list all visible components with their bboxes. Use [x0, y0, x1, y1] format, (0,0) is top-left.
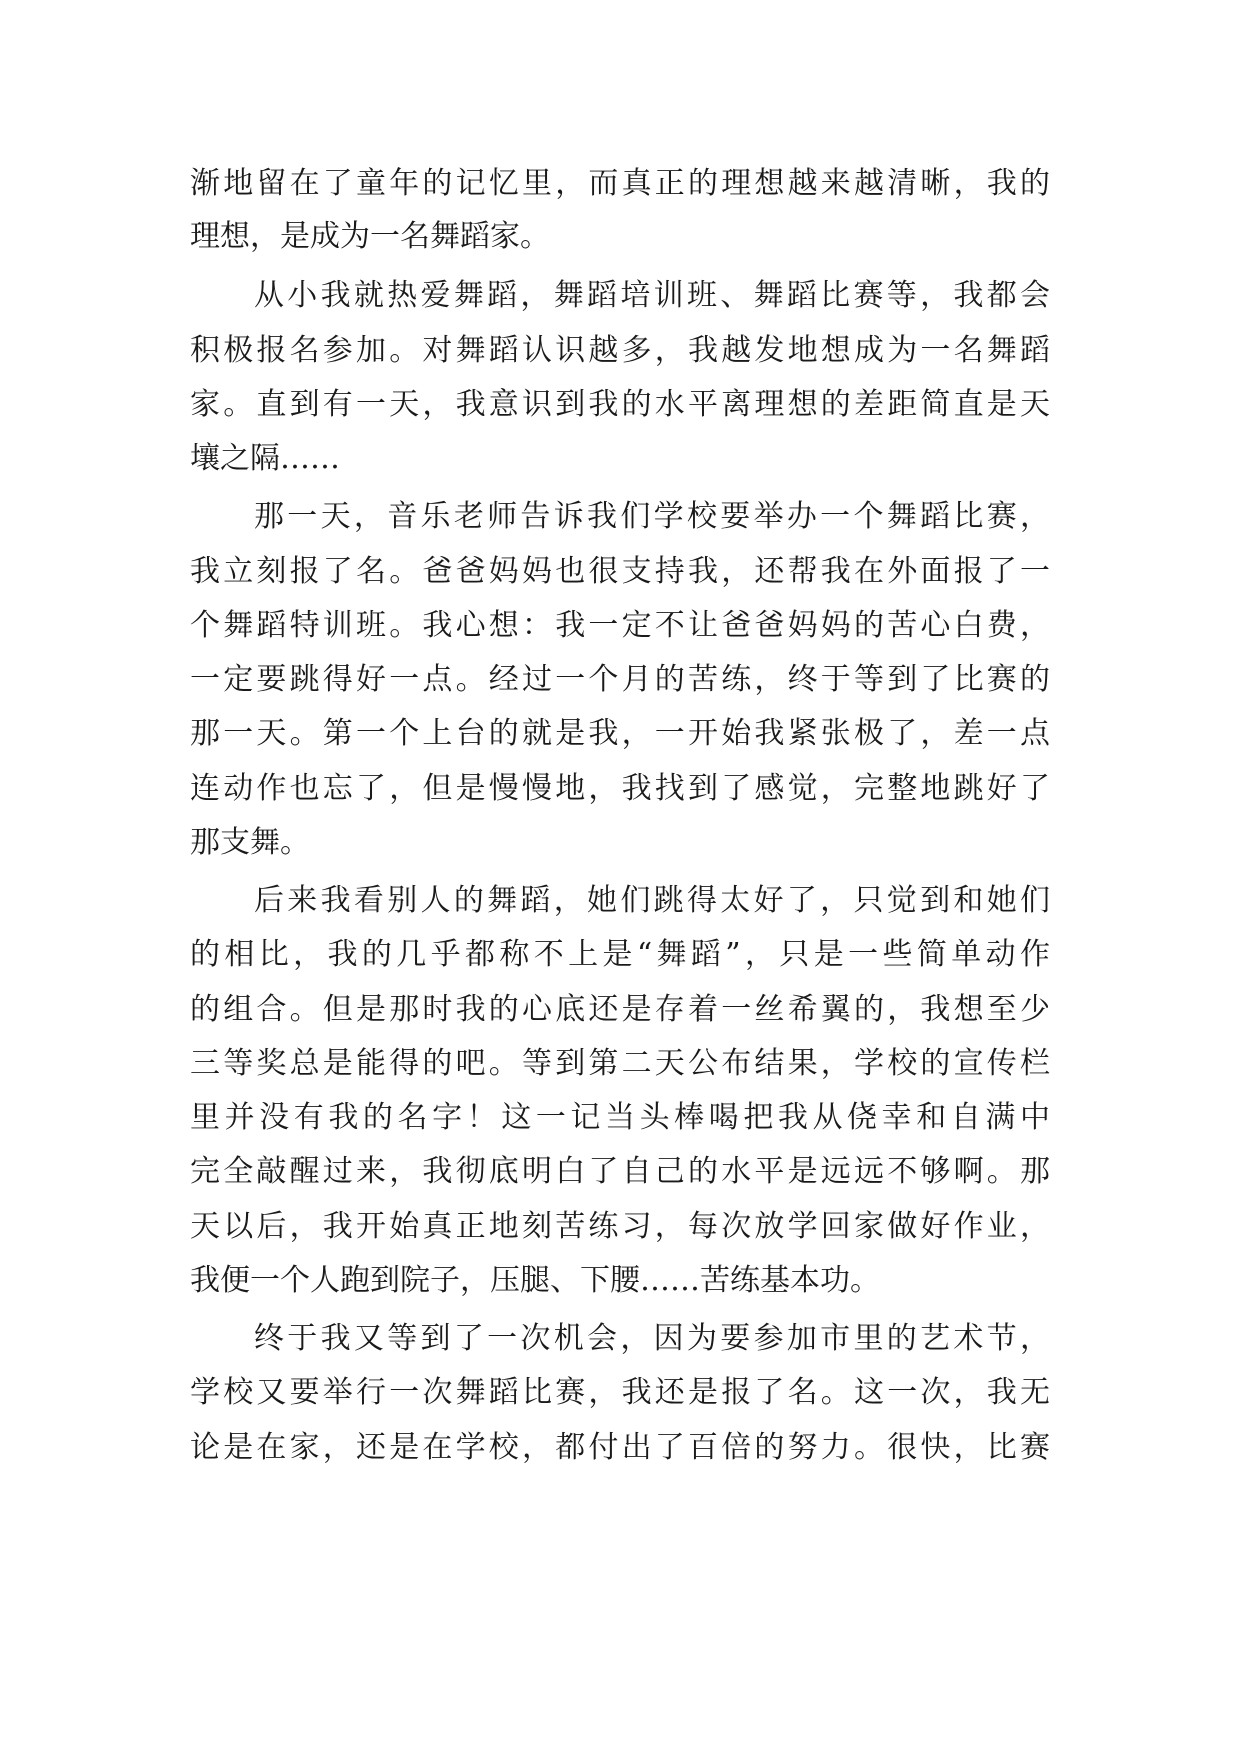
paragraph-first-line: 终于我又等到了一次机会，因为要参加市里的艺术节， — [254, 1321, 1050, 1356]
text-line: 的组合。但是那时我的心底还是存着一丝希翼的，我想至少 — [190, 992, 1050, 1027]
paragraph-first-line: 从小我就热爱舞蹈，舞蹈培训班、舞蹈比赛等，我都会 — [254, 278, 1050, 313]
text-line: 理想，是成为一名舞蹈家。 — [190, 219, 550, 254]
text-line: 里并没有我的名字！这一记当头棒喝把我从侥幸和自满中 — [190, 1100, 1050, 1135]
text-line: 渐地留在了童年的记忆里，而真正的理想越来越清晰，我的 — [190, 166, 1050, 201]
text-line: 个舞蹈特训班。我心想：我一定不让爸爸妈妈的苦心白费， — [190, 608, 1050, 643]
text-line: 天以后，我开始真正地刻苦练习，每次放学回家做好作业， — [190, 1209, 1050, 1244]
text-line: 那支舞。 — [190, 825, 310, 860]
text-line: 那一天。第一个上台的就是我，一开始我紧张极了，差一点 — [190, 716, 1050, 751]
text-line: 我立刻报了名。爸爸妈妈也很支持我，还帮我在外面报了一 — [190, 554, 1050, 589]
text-line: 的相比，我的几乎都称不上是“舞蹈”，只是一些简单动作 — [190, 937, 1050, 972]
paragraph-first-line: 后来我看别人的舞蹈，她们跳得太好了，只觉到和她们 — [254, 883, 1050, 918]
text-line: 三等奖总是能得的吧。等到第二天公布结果，学校的宣传栏 — [190, 1046, 1050, 1081]
text-line: 壤之隔…… — [190, 441, 340, 476]
text-line: 家。直到有一天，我意识到我的水平离理想的差距简直是天 — [190, 387, 1050, 422]
text-line: 连动作也忘了，但是慢慢地，我找到了感觉，完整地跳好了 — [190, 771, 1050, 806]
paragraph-first-line: 那一天，音乐老师告诉我们学校要举办一个舞蹈比赛， — [254, 499, 1050, 534]
text-line: 一定要跳得好一点。经过一个月的苦练，终于等到了比赛的 — [190, 662, 1050, 697]
document-page — [190, 154, 1050, 1634]
text-line: 论是在家，还是在学校，都付出了百倍的努力。很快，比赛 — [190, 1430, 1050, 1465]
text-line: 积极报名参加。对舞蹈认识越多，我越发地想成为一名舞蹈 — [190, 333, 1050, 368]
text-line: 我便一个人跑到院子，压腿、下腰……苦练基本功。 — [190, 1263, 880, 1298]
text-line: 完全敲醒过来，我彻底明白了自己的水平是远远不够啊。那 — [190, 1154, 1050, 1189]
text-line: 学校又要举行一次舞蹈比赛，我还是报了名。这一次，我无 — [190, 1375, 1050, 1410]
